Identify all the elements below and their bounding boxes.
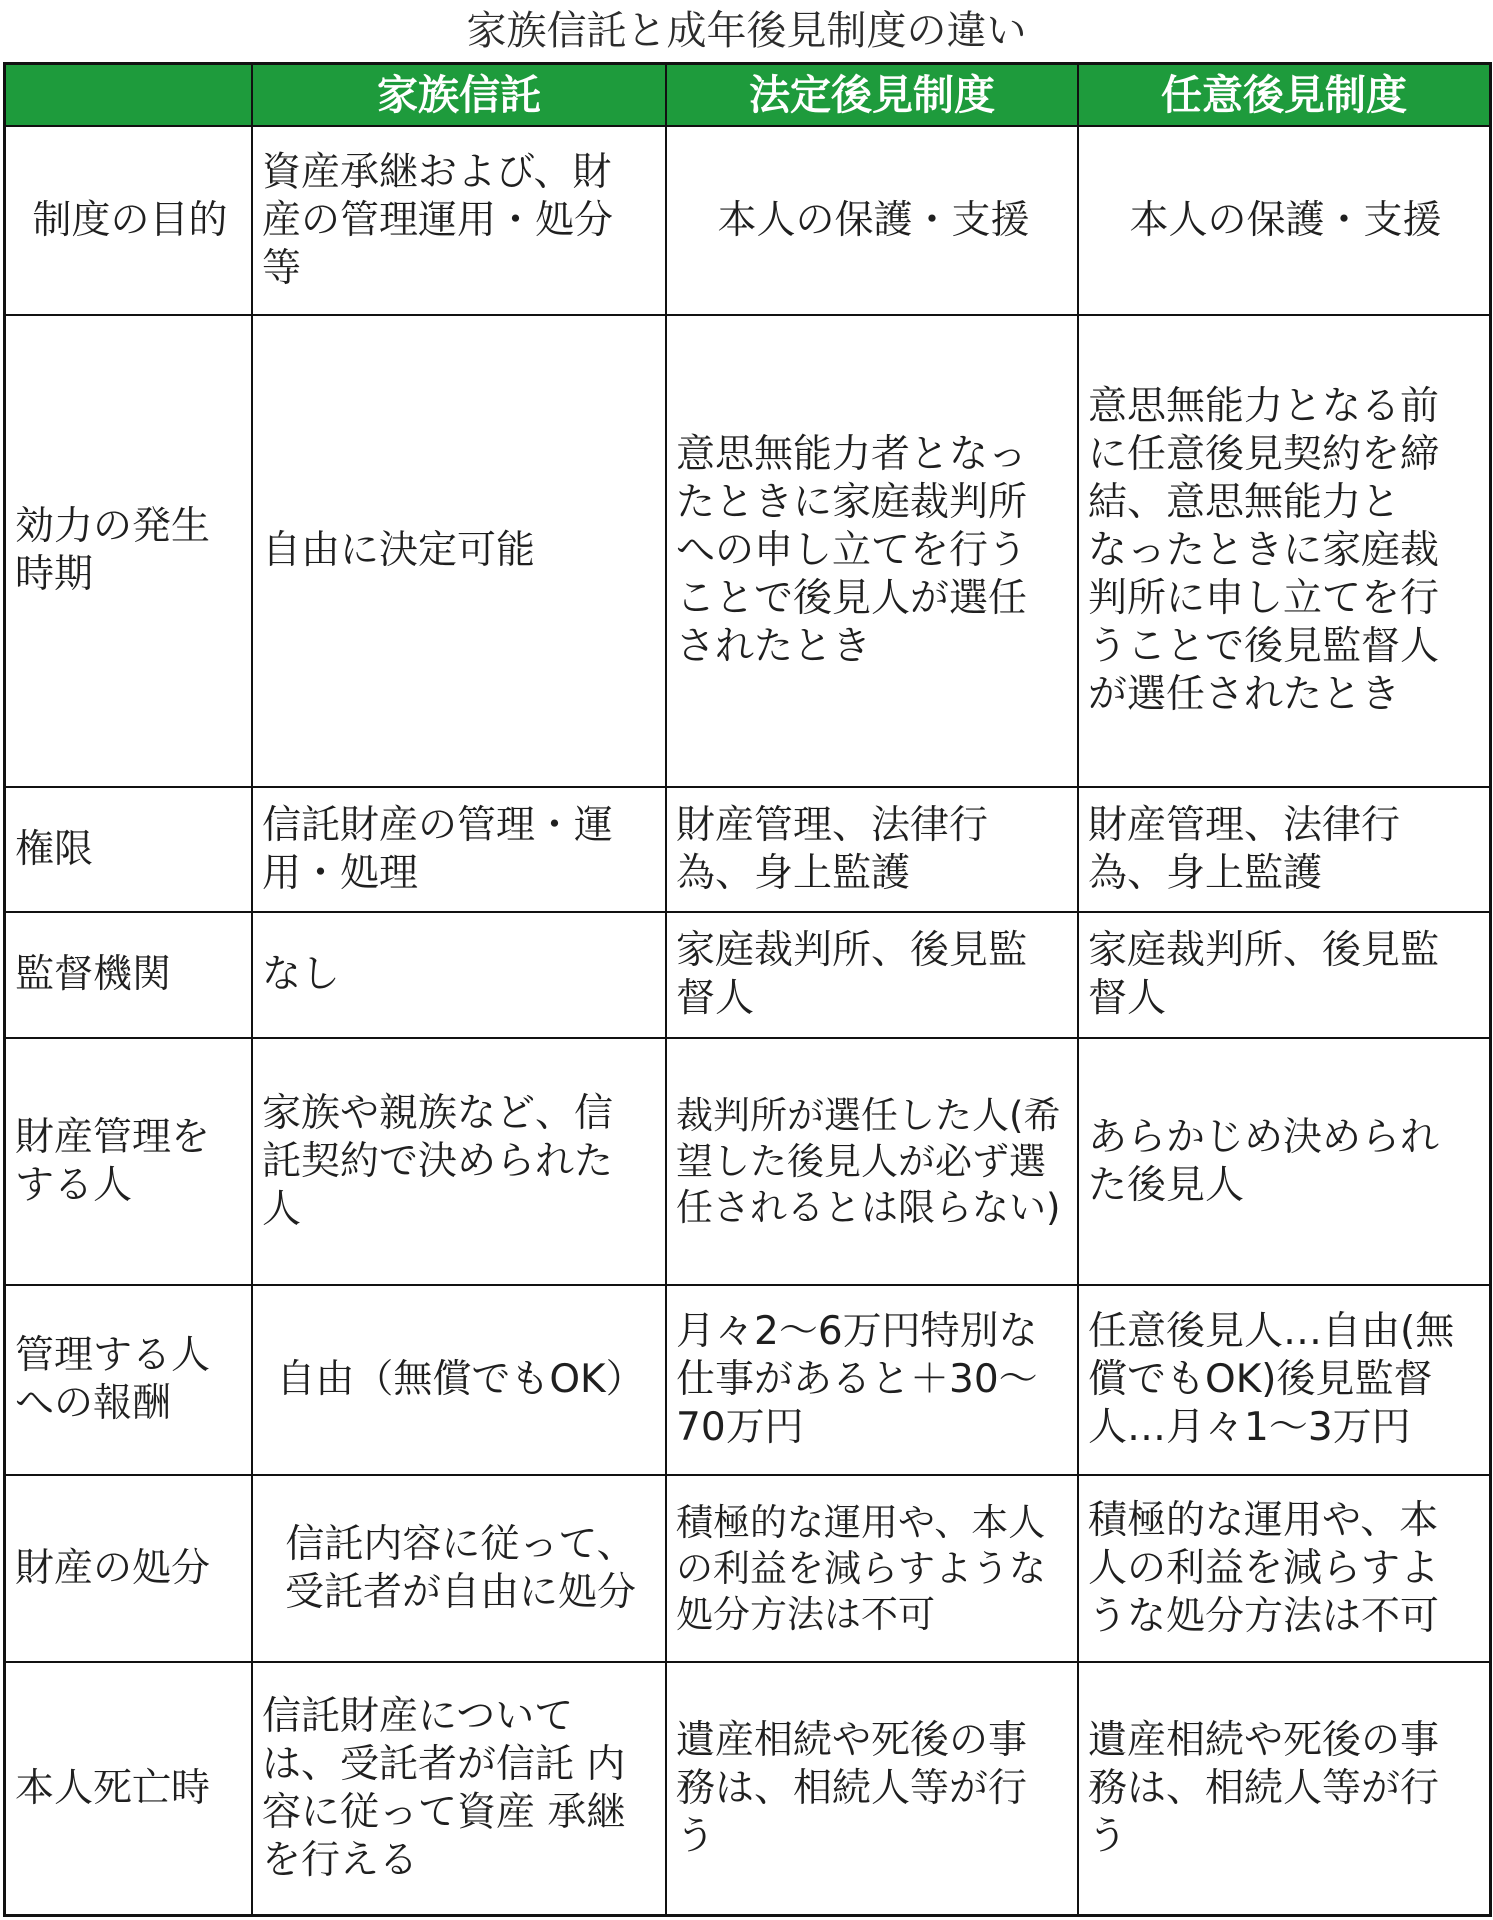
cell-text-line: 仕事があると＋30～ bbox=[676, 1357, 1038, 1402]
cell-text-line: 信託財産について bbox=[262, 1693, 574, 1739]
row-label-text: 財産管理を bbox=[15, 1114, 211, 1160]
cell-text-line: 託契約で決められた bbox=[262, 1138, 614, 1184]
cell-text-line: 自由に決定可能 bbox=[262, 528, 536, 573]
cell-text-line: 財産管理、法律行 bbox=[1088, 802, 1401, 848]
row-label-text: 制度の目的 bbox=[32, 197, 228, 243]
header-family-trust bbox=[253, 65, 667, 127]
header-statutory-guardianship bbox=[667, 65, 1079, 127]
cell-text-line: 償でもOK)後見監督 bbox=[1088, 1357, 1433, 1402]
cell-text-line: 本人の保護・支援 bbox=[717, 197, 1030, 243]
cell-text-line: を行える bbox=[262, 1837, 419, 1883]
cell-upon-death-family-trust bbox=[253, 1663, 667, 1917]
cell-text-line: 家庭裁判所、後見監 bbox=[1088, 928, 1440, 973]
cell-text-line: 為、身上監護 bbox=[1088, 850, 1323, 896]
row-label-text: 監督機関 bbox=[15, 952, 172, 997]
cell-text-line: 人…月々1～3万円 bbox=[1088, 1405, 1411, 1450]
cell-text-line: 信託内容に従って、 bbox=[285, 1521, 636, 1567]
cell-text-line: が選任されたとき bbox=[1088, 672, 1401, 717]
cell-text-line: 務は、相続人等が行 bbox=[1088, 1765, 1440, 1811]
cell-compensation-family-trust bbox=[253, 1286, 667, 1476]
row-label-asset-disposal bbox=[6, 1476, 253, 1663]
cell-text-line: 督人 bbox=[1088, 976, 1167, 1021]
cell-text-line: 処分方法は不可 bbox=[676, 1592, 935, 1636]
cell-supervisory-body-statutory-guardianship bbox=[667, 913, 1079, 1039]
cell-text-line: 人の利益を減らすよ bbox=[1088, 1545, 1440, 1591]
cell-text-line: うな処分方法は不可 bbox=[1088, 1593, 1440, 1639]
cell-text-line: 自由（無償でもOK） bbox=[276, 1357, 645, 1402]
cell-text-line: 任意後見人…自由(無 bbox=[1088, 1309, 1455, 1354]
row-label-text: 財産の処分 bbox=[15, 1545, 211, 1591]
cell-text-line: 望した後見人が必ず選 bbox=[676, 1139, 1046, 1183]
cell-authority-family-trust bbox=[253, 788, 667, 913]
cell-effective-timing-statutory-guardianship bbox=[667, 316, 1079, 788]
cell-text-line: に任意後見契約を締 bbox=[1088, 432, 1440, 477]
cell-text-line: 裁判所が選任した人(希 bbox=[676, 1093, 1061, 1137]
row-label-compensation bbox=[6, 1286, 253, 1476]
cell-supervisory-body-family-trust bbox=[253, 913, 667, 1039]
cell-asset-manager-statutory-guardianship bbox=[667, 1039, 1079, 1286]
page-title: 家族信託と成年後見制度の違い bbox=[466, 8, 1027, 54]
cell-text-line: 意思無能力となる前 bbox=[1088, 384, 1440, 429]
cell-text-line: されたとき bbox=[676, 624, 872, 669]
cell-text-line: 督人 bbox=[676, 976, 755, 1021]
cell-text-line: 意思無能力者となっ bbox=[676, 432, 1028, 477]
cell-asset-disposal-family-trust bbox=[253, 1476, 667, 1663]
comparison-table bbox=[3, 62, 1492, 1917]
cell-text-line: 容に従って資産 承継 bbox=[262, 1789, 626, 1835]
cell-upon-death-voluntary-guardianship bbox=[1079, 1663, 1492, 1917]
cell-text-line: 遺産相続や死後の事 bbox=[1088, 1717, 1440, 1763]
cell-authority-statutory-guardianship bbox=[667, 788, 1079, 913]
cell-text-line: 務は、相続人等が行 bbox=[676, 1765, 1028, 1811]
cell-asset-disposal-statutory-guardianship bbox=[667, 1476, 1079, 1663]
cell-text-line: う bbox=[676, 1813, 716, 1859]
cell-text-line: ことで後見人が選任 bbox=[676, 576, 1028, 621]
cell-asset-manager-voluntary-guardianship bbox=[1079, 1039, 1492, 1286]
cell-supervisory-body-voluntary-guardianship bbox=[1079, 913, 1492, 1039]
cell-text-line: 月々2～6万円特別な bbox=[676, 1309, 1038, 1354]
cell-text-line: 等 bbox=[262, 245, 302, 291]
row-label-text: 本人死亡時 bbox=[15, 1765, 211, 1811]
cell-text-line: は、受託者が信託 内 bbox=[262, 1741, 626, 1787]
cell-text-line: 為、身上監護 bbox=[676, 850, 911, 896]
cell-authority-voluntary-guardianship bbox=[1079, 788, 1492, 913]
cell-text-line: 人 bbox=[262, 1186, 302, 1232]
cell-text-line: への申し立てを行う bbox=[676, 528, 1028, 573]
cell-text-line: 信託財産の管理・運 bbox=[262, 802, 614, 848]
row-label-upon-death bbox=[6, 1663, 253, 1917]
header-label: 法定後見制度 bbox=[749, 71, 995, 119]
cell-text-line: 家庭裁判所、後見監 bbox=[676, 928, 1028, 973]
cell-text-line: 結、意思無能力と bbox=[1088, 480, 1401, 525]
row-label-text: 時期 bbox=[15, 552, 94, 597]
cell-purpose-statutory-guardianship bbox=[667, 127, 1079, 316]
row-label-supervisory-body bbox=[6, 913, 253, 1039]
cell-text-line: 判所に申し立てを行 bbox=[1088, 576, 1440, 621]
cell-asset-disposal-voluntary-guardianship bbox=[1079, 1476, 1492, 1663]
row-label-text: 管理する人 bbox=[15, 1333, 211, 1378]
row-label-asset-manager bbox=[6, 1039, 253, 1286]
row-label-effective-timing bbox=[6, 316, 253, 788]
cell-text-line: 資産承継および、財 bbox=[262, 149, 612, 195]
cell-text-line: 産の管理運用・処分 bbox=[262, 197, 614, 243]
cell-text-line: 70万円 bbox=[676, 1405, 804, 1450]
cell-text-line: う bbox=[1088, 1813, 1128, 1859]
cell-text-line: 本人の保護・支援 bbox=[1129, 197, 1442, 243]
cell-purpose-voluntary-guardianship bbox=[1079, 127, 1492, 316]
cell-text-line: 積極的な運用や、本 bbox=[1088, 1497, 1439, 1543]
row-label-text: する人 bbox=[15, 1162, 133, 1208]
row-label-text: への報酬 bbox=[15, 1381, 172, 1426]
cell-text-line: あらかじめ決められ bbox=[1088, 1114, 1440, 1160]
cell-text-line: 積極的な運用や、本人 bbox=[676, 1500, 1046, 1544]
cell-text-line: 受託者が自由に処分 bbox=[284, 1569, 636, 1615]
cell-effective-timing-voluntary-guardianship bbox=[1079, 316, 1492, 788]
cell-effective-timing-family-trust bbox=[253, 316, 667, 788]
cell-text-line: 用・処理 bbox=[262, 850, 419, 896]
header-voluntary-guardianship bbox=[1079, 65, 1492, 127]
cell-compensation-voluntary-guardianship bbox=[1079, 1286, 1492, 1476]
header-corner-cell bbox=[6, 65, 253, 127]
cell-text-line: なったときに家庭裁 bbox=[1088, 528, 1440, 573]
cell-purpose-family-trust bbox=[253, 127, 667, 316]
cell-compensation-statutory-guardianship bbox=[667, 1286, 1079, 1476]
cell-upon-death-statutory-guardianship bbox=[667, 1663, 1079, 1917]
row-label-text: 効力の発生 bbox=[15, 504, 211, 549]
row-label-text: 権限 bbox=[15, 826, 94, 872]
cell-text-line: 家族や親族など、信 bbox=[262, 1090, 614, 1136]
header-label: 任意後見制度 bbox=[1161, 71, 1407, 119]
cell-text-line: の利益を減らすような bbox=[676, 1546, 1046, 1590]
header-label: 家族信託 bbox=[377, 71, 541, 119]
cell-text-line: た後見人 bbox=[1088, 1162, 1245, 1208]
cell-text-line: 任されるとは限らない) bbox=[676, 1185, 1061, 1229]
cell-text-line: うことで後見監督人 bbox=[1088, 624, 1440, 669]
cell-asset-manager-family-trust bbox=[253, 1039, 667, 1286]
cell-text-line: 遺産相続や死後の事 bbox=[676, 1717, 1028, 1763]
row-label-purpose bbox=[6, 127, 253, 316]
cell-text-line: 財産管理、法律行 bbox=[676, 802, 989, 848]
row-label-authority bbox=[6, 788, 253, 913]
cell-text-line: たときに家庭裁判所 bbox=[676, 480, 1028, 525]
cell-text-line: なし bbox=[262, 952, 341, 997]
